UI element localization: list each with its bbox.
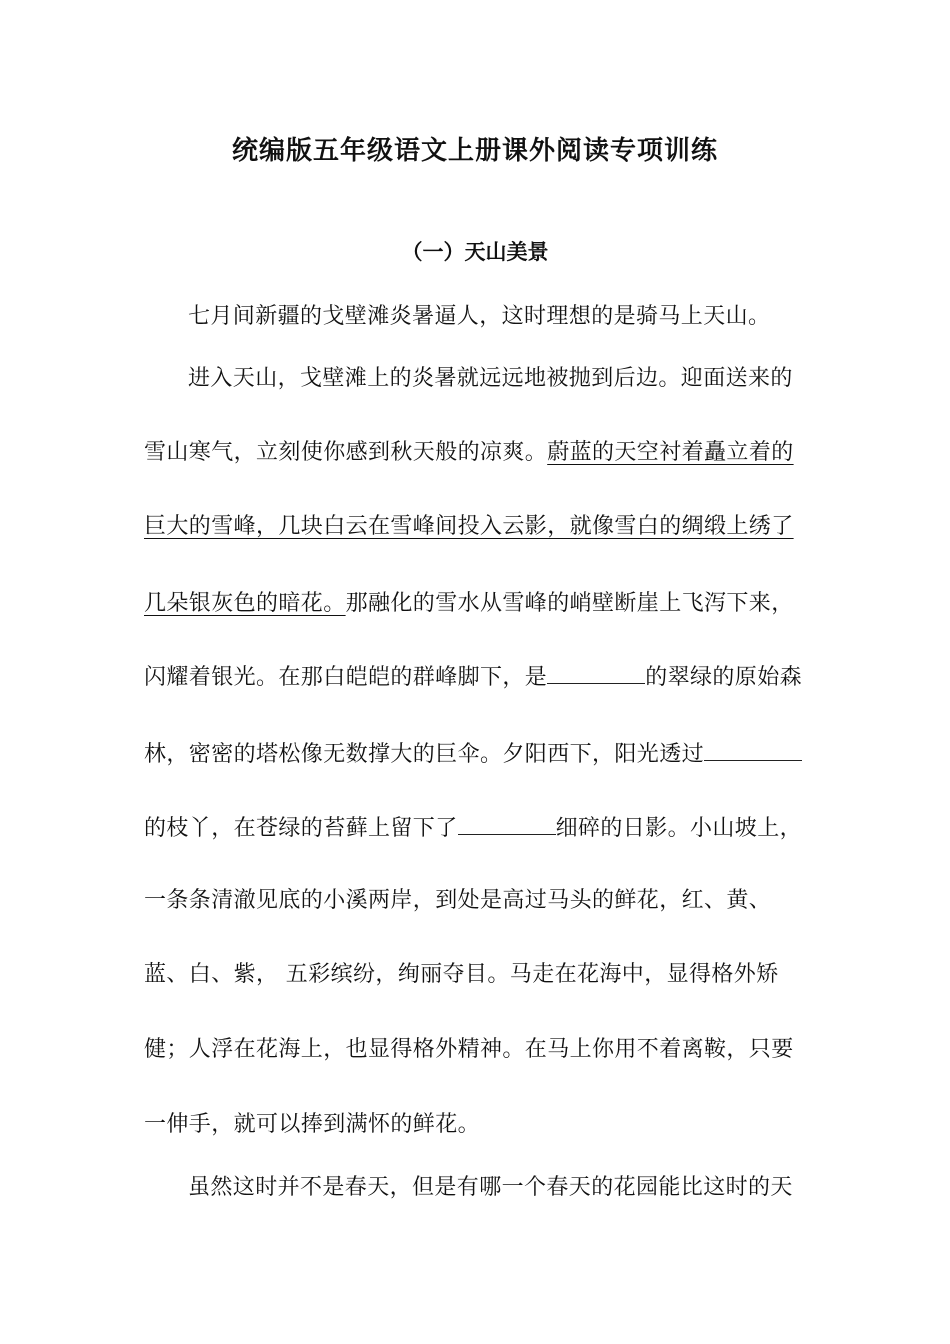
paragraph-line [144, 960, 779, 990]
section-title: （一）天山美景 [401, 240, 549, 264]
paragraph-line [144, 438, 794, 468]
line-text: 一伸手，就可以捧到满怀的鲜花。 [144, 1112, 481, 1137]
paragraph-line [188, 364, 793, 394]
line-text: 虽然这时并不是春天，但是有哪一个春天的花园能比这时的天 [188, 1175, 793, 1200]
line-text: 那融化的雪水从雪峰的峭壁断崖上飞泻下来， [345, 591, 794, 616]
paragraph-line [144, 512, 794, 542]
paragraph-line [144, 738, 802, 770]
line-text: 进入天山，戈壁滩上的炎暑就远远地被抛到后边。迎面送来的 [188, 366, 793, 391]
paragraph-line [144, 886, 771, 916]
line-text: 闪耀着银光。在那白皑皑的群峰脚下，是 [144, 665, 548, 690]
fill-in-blank[interactable] [704, 738, 802, 761]
paragraph-line [144, 812, 802, 844]
paragraph-line [188, 1173, 793, 1203]
underlined-sentence: 几朵银灰色的暗花。 [144, 591, 346, 616]
line-text: 蓝、白、紫， 五彩缤纷，绚丽夺目。马走在花海中，显得格外矫 [144, 962, 779, 987]
paragraph-line [144, 589, 794, 619]
line-text: 雪山寒气，立刻使你感到秋天般的凉爽。 [144, 440, 548, 465]
line-text: 一条条清澈见底的小溪两岸，到处是高过马头的鲜花，红、黄、 [144, 888, 772, 913]
paragraph-line [144, 661, 802, 693]
paragraph-line [144, 1110, 480, 1140]
underlined-sentence: 蔚蓝的天空衬着矗立着的 [547, 440, 794, 465]
line-text: 七月间新疆的戈壁滩炎暑逼人，这时理想的是骑马上天山。 [188, 304, 771, 329]
fill-in-blank[interactable] [458, 812, 556, 835]
line-text: 健；人浮在花海上，也显得格外精神。在马上你用不着离鞍，只要 [144, 1037, 794, 1062]
line-text: 细碎的日影。小山坡上， [555, 816, 803, 841]
line-text: 的翠绿的原始森 [645, 665, 803, 690]
paragraph-line [188, 302, 770, 332]
line-text: 林，密密的塔松像无数撑大的巨伞。夕阳西下，阳光透过 [144, 742, 705, 767]
paragraph-line [144, 1035, 794, 1065]
line-text: 的枝丫，在苍绿的苔藓上留下了 [144, 816, 458, 841]
fill-in-blank[interactable] [547, 661, 645, 684]
document-title: 统编版五年级语文上册课外阅读专项训练 [231, 136, 718, 166]
underlined-sentence: 巨大的雪峰，几块白云在雪峰间投入云影，就像雪白的绸缎上绣了 [144, 514, 794, 539]
